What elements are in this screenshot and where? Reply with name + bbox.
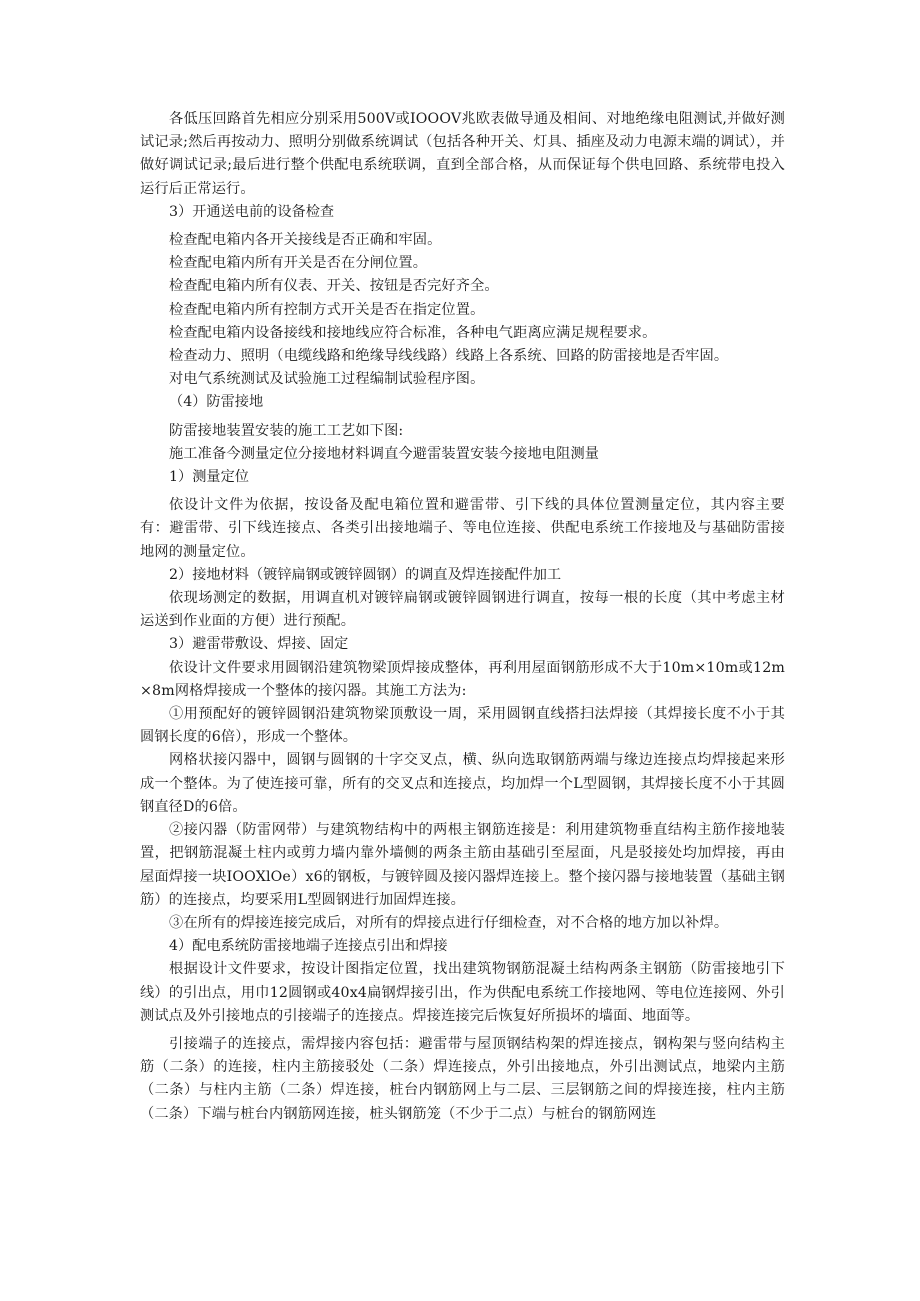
paragraph-survey-positioning: 依设计文件为依据，按设备及配电箱位置和避雷带、引下线的具体位置测量定位，其内容主要有：避雷带、引下线连接点、各类引出接地端子、等电位连接、供配电系统工作接地及与基础防雷接地网的测量定位。 xyxy=(140,497,785,560)
paragraph-material-straightening: 依现场测定的数据，用调直机对镀锌扁钢或镀锌圆钢进行调直，按每一根的长度（其中考虑主材运送到作业面的方便）进行预配。 xyxy=(140,590,785,630)
paragraph-step-2: ②接闪器（防雷网带）与建筑物结构中的两根主钢筋连接是：利用建筑物垂直结构主筋作接地装置，把钢筋混凝土柱内或剪力墙内靠外墙侧的两条主筋由基础引至屋面，凡是驳接处均加焊接，再由屋面焊接一块IOOXlOe）x6的钢板，与镀锌圆及接闪器焊连接上。整个接闪器与接地装置（基础主钢筋）的连接点，均要采用L型圆钢进行加固焊连接。 xyxy=(140,822,785,908)
heading-terminal-connection: 4）配电系统防雷接地端子连接点引出和焊接 xyxy=(169,938,448,955)
paragraph-terminal-connection: 根据设计文件要求，按设计图指定位置，找出建筑物钢筋混凝土结构两条主钢筋（防雷接地引下线）的引出点，用巾12圆钢或40x4扁钢焊接引出，作为供配电系统工作接地网、等电位连接网、外引测试点及外引接地点的引接端子的连接点。焊接连接完后恢复好所损坏的墙面、地面等。 xyxy=(140,961,785,1024)
check-item-1: 检查配电箱内各开关接线是否正确和牢固。 xyxy=(169,232,442,249)
paragraph-lightning-belt: 依设计文件要求用圆钢沿建筑物梁顶焊接成整体，再利用屋面钢筋形成不大于10m×10m或12m×8m网格焊接成一个整体的接闪器。其施工方法为: xyxy=(140,659,785,699)
check-item-4: 检查配电箱内所有控制方式开关是否在指定位置。 xyxy=(169,301,485,318)
paragraph-mesh-receptor: 网格状接闪器中，圆钢与圆钢的十字交叉点，横、纵向选取钢筋两端与缘边连接点均焊接起来形成一个整体。为了使连接可靠，所有的交叉点和连接点，均加焊一个L型圆钢，其焊接长度不小于其圆钢直径D的6倍。 xyxy=(140,752,785,815)
heading-survey-positioning: 1）测量定位 xyxy=(169,469,249,486)
paragraph-step-1: ①用预配好的镀锌圆钢沿建筑物梁顶敷设一周，采用圆钢直线搭扫法焊接（其焊接长度不小于其圆钢长度的6倍），形成一个整体。 xyxy=(140,706,785,746)
paragraph-process-intro: 防雷接地装置安装的施工工艺如下图: xyxy=(169,422,404,439)
check-item-2: 检查配电箱内所有开关是否在分闸位置。 xyxy=(169,255,428,272)
paragraph-step-3: ③在所有的焊接连接完成后，对所有的焊接点进行仔细检查，对不合格的地方加以补焊。 xyxy=(169,914,729,931)
heading-lightning-belt: 3）避雷带敷设、焊接、固定 xyxy=(169,636,349,653)
heading-pre-energize-check: 3）开通送电前的设备检查 xyxy=(169,203,335,220)
paragraph-terminal-welding: 引接端子的连接点，需焊接内容包括：避雷带与屋顶钢结构架的焊连接点，钢构架与竖向结构主筋（二条）的连接，柱内主筋接驳处（二条）焊连接点，外引出接地点，外引出测试点，地梁内主筋（二条）与柱内主筋（二条）焊连接，桩台内钢筋网上与二层、三层钢筋之间的焊接连接，柱内主筋（二条）下端与桩台内钢筋网连接，桩头钢筋笼（不少于二点）与桩台的钢筋网连 xyxy=(140,1035,785,1122)
paragraph-process-flow: 施工准备今测量定位分接地材料调直今避雷装置安装今接地电阻测量 xyxy=(169,445,600,462)
heading-material-straightening: 2）接地材料（镀锌扁钢或镀锌圆钢）的调直及焊连接配件加工 xyxy=(169,566,562,583)
paragraph-low-voltage-testing: 各低压回路首先相应分别采用500V或IOOOV兆欧表做导通及相间、对地绝缘电阻测试,并做好测试记录;然后再按动力、照明分别做系统调试（包括各种开关、灯具、插座及动力电源末端的调试），并做好调试记录;最后进行整个供配电系统联调，直到全部合格，从而保证每个供电回路、系统带电投入运行后正常运行。 xyxy=(140,111,785,197)
heading-lightning-grounding: （4）防雷接地 xyxy=(169,394,264,411)
document-page xyxy=(140,108,785,1126)
check-item-6: 检查动力、照明（电缆线路和绝缘导线线路）线路上各系统、回路的防雷接地是否牢固。 xyxy=(169,348,729,365)
check-item-3: 检查配电箱内所有仪表、开关、按钮是否完好齐全。 xyxy=(169,278,499,295)
check-item-7: 对电气系统测试及试验施工过程编制试验程序图。 xyxy=(169,371,485,388)
check-item-5: 检查配电箱内设备接线和接地线应符合标准，各种电气距离应满足规程要求。 xyxy=(169,324,657,341)
